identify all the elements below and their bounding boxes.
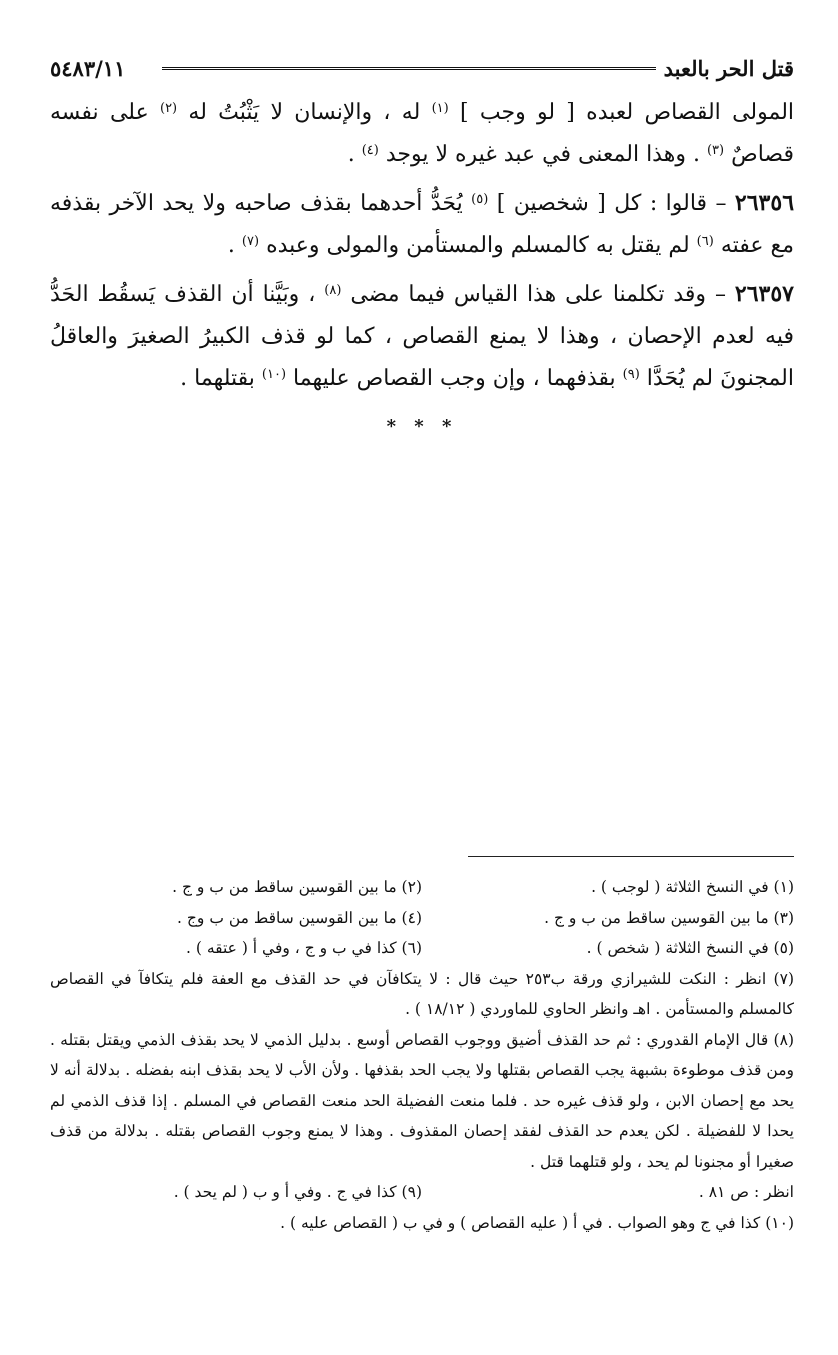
footnote-ref[interactable]: (٧): [241, 234, 260, 249]
paragraph-26356: [50, 182, 794, 267]
text-segment: ، وبَيَّنا أن القذف يَسقُط الحَدُّ فيه لعدم الإحصان ، وهذا لا يمنع القصاص ، كما لو قذف الكبيرُ الصغيرَ والعاقلُ المجنونَ لم يُحَدَّا: [50, 282, 794, 391]
footnote-rule: [468, 856, 794, 857]
footnote-2: (٢) ما بين القوسين ساقط من ب و ج .: [172, 878, 422, 896]
footnote-7: (٧) انظر : النكت للشيرازي ورقة ب٢٥٣ حيث قال : لا يتكافآن في حد القذف مع العفة فلم يتكافآ في القصاص كالمسلم والمستأمن . اهـ وانظر الحاوي للماوردي ( ١٨/١٢ ) .: [50, 969, 794, 1018]
footnote-10: (١٠) كذا في ج وهو الصواب . في أ ( عليه القصاص ) و في ب ( القصاص عليه ) .: [280, 1213, 794, 1232]
text-segment: . وهذا المعنى في عبد غيره لا يوجد: [385, 142, 700, 167]
text-segment: – قالوا : كل [ شخصين ]: [496, 191, 727, 216]
footnote-row: [50, 1177, 794, 1208]
footnote-3: (٣) ما بين القوسين ساقط من ب و ج .: [544, 908, 794, 927]
text-segment: لم يقتل به كالمسلم والمستأمن والمولى وعبده: [266, 233, 690, 258]
footnote-ref[interactable]: (٤): [361, 143, 379, 158]
running-header: [50, 52, 794, 86]
text-segment: له ، والإنسان لا يَثْبُتُ له: [188, 100, 421, 125]
text-segment: .: [347, 142, 355, 167]
footnote-row: [50, 872, 794, 903]
section-separator: * * *: [386, 416, 458, 437]
footnote-8: (٨) قال الإمام القدوري : ثم حد القذف أضيق ووجوب القصاص أوسع . بدليل الذمي لا يحد بقذف الذمي ويقتل بقتله . ومن قذف موطوءة بشبهة يجب القصاص بقتلها ولا يجب الحد بقذفها . ولأن الأب لا يحد بقذف ابنه بفضله . بدلالة أنه لا يحد مع إحصان الابن ، ولو قذف غيره حد . فلما منعت الفضيلة الحد منعت القصاص في المسلم . إذا قذف الذمي لم يحدا لا للفضيلة . لكن يعدم حد القذف لفقد إحصان المقذوف . وهذا لا يمنع وجوب القصاص بقتله . بدلالة من قذف صغيرا أو مجنونا لم يحد ، ولو قتلهما قتل .: [50, 1030, 794, 1171]
footnote-8-end: انظر : ص ٨١ .: [698, 1183, 794, 1201]
footnote-9: (٩) كذا في ج . وفي أ و ب ( لم يحد ) .: [173, 1183, 422, 1201]
footnote-ref[interactable]: (٦): [696, 234, 714, 249]
footnote-ref[interactable]: (١٠): [261, 367, 287, 382]
text-segment: المولى القصاص لعبده [ لو وجب ]: [460, 100, 795, 125]
footnote-row: [50, 903, 794, 934]
footnote-5: (٥) في النسخ الثلاثة ( شخص ) .: [586, 939, 794, 957]
paragraph-number: ٢٦٣٥٧: [734, 281, 794, 307]
paragraph-continuation: [50, 92, 794, 176]
document-page: [50, 52, 794, 1322]
main-text: [50, 92, 794, 448]
page-number: ٥٤٨٣/١١: [50, 56, 126, 81]
footnote-ref[interactable]: (٢): [159, 101, 178, 116]
footnote-ref[interactable]: (٥): [471, 192, 489, 207]
text-segment: على نفسه قصاصٌ: [50, 100, 794, 167]
footnote-ref[interactable]: (٨): [324, 283, 342, 298]
footnote-ref[interactable]: (٣): [706, 143, 725, 158]
footnote-ref[interactable]: (١): [431, 101, 449, 116]
paragraph-number: ٢٦٣٥٦: [734, 190, 795, 216]
footnote-row: [50, 933, 794, 964]
paragraph-26357: [50, 273, 794, 400]
footnote-1: (١) في النسخ الثلاثة ( لوجب ) .: [591, 878, 794, 896]
text-segment: – وقد تكلمنا على هذا القياس فيما مضى: [350, 282, 726, 307]
text-segment: بقتلهما .: [180, 366, 255, 391]
footnote-6: (٦) كذا في ب و ج ، وفي أ ( عتقه ) .: [185, 939, 422, 957]
header-rule: [162, 67, 656, 72]
header-title: قتل الحر بالعبد: [663, 56, 794, 81]
footnotes: [50, 872, 794, 1238]
text-segment: يُحَدُّ أحدهما بقذف صاحبه ولا يحد الآخر بقذفه مع عفته: [50, 191, 794, 258]
footnote-ref[interactable]: (٩): [622, 367, 640, 382]
text-segment: .: [227, 233, 235, 258]
footnote-4: (٤) ما بين القوسين ساقط من ب وج .: [177, 908, 422, 927]
text-segment: بقذفهما ، وإن وجب القصاص عليهما: [293, 366, 616, 391]
